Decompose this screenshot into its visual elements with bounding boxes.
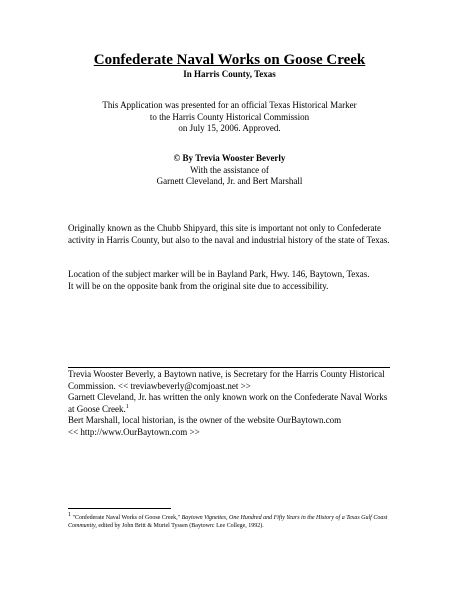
author-line: << http://www.OurBaytown.com >>	[68, 426, 200, 437]
paragraph-line: Originally known as the Chubb Shipyard, this site is important not only to Confederate	[68, 223, 381, 233]
credits-line: With the assistance of	[190, 164, 269, 175]
author-line: Commission. << treviawbeverly@comjoast.net >>	[68, 380, 251, 391]
application-statement	[0, 100, 459, 135]
author-notes	[68, 369, 408, 438]
footnote-publication: edited by John Britt & Muriel Tyssen (Baytown: Lee College, 1992).	[98, 523, 264, 529]
paragraph-line: activity in Harris County, but also to the naval and industrial history of the state of Texas.	[68, 234, 390, 245]
page-title: Confederate Naval Works on Goose Creek	[93, 52, 366, 68]
author-line: Trevia Wooster Beverly, a Baytown native, is Secretary for the Harris County Historical	[68, 369, 385, 379]
footnote-quote: "Confederate Naval Works of Goose Creek,"	[72, 515, 181, 521]
paragraph-line: Location of the subject marker will be in Bayland Park, Hwy. 146, Baytown, Texas.	[68, 269, 370, 279]
paragraph-line: It will be on the opposite bank from the original site due to accessibility.	[68, 280, 329, 291]
credits	[0, 153, 459, 188]
footnote-marker: 1	[68, 512, 71, 518]
footnote-reference: 1	[125, 403, 129, 410]
credits-line: Garnett Cleveland, Jr. and Bert Marshall	[156, 176, 303, 186]
author-line	[68, 404, 408, 416]
section-divider	[68, 367, 390, 368]
credits-line: © By Trevia Wooster Beverly	[173, 153, 286, 163]
author-line-text: at Goose Creek.	[68, 403, 126, 414]
application-line: This Application was presented for an official Texas Historical Marker	[102, 100, 357, 110]
application-line: to the Harris County Historical Commission	[149, 111, 310, 122]
author-line: Bert Marshall, local historian, is the owner of the website OurBaytown.com	[68, 415, 342, 425]
paragraph-significance	[68, 223, 408, 246]
author-line: Garnett Cleveland, Jr. has written the only known work on the Confederate Naval Works	[68, 392, 388, 402]
footnote-divider	[68, 508, 171, 509]
footnote	[68, 514, 390, 530]
page-subtitle: In Harris County, Texas	[183, 69, 276, 79]
footnote-book-title: Baytown Vignettes, One Hundred and Fifty Years in the History of a Texas Gulf Coast Community,	[68, 515, 388, 529]
paragraph-location	[68, 269, 408, 292]
application-line: on July 15, 2006. Approved.	[178, 123, 281, 133]
